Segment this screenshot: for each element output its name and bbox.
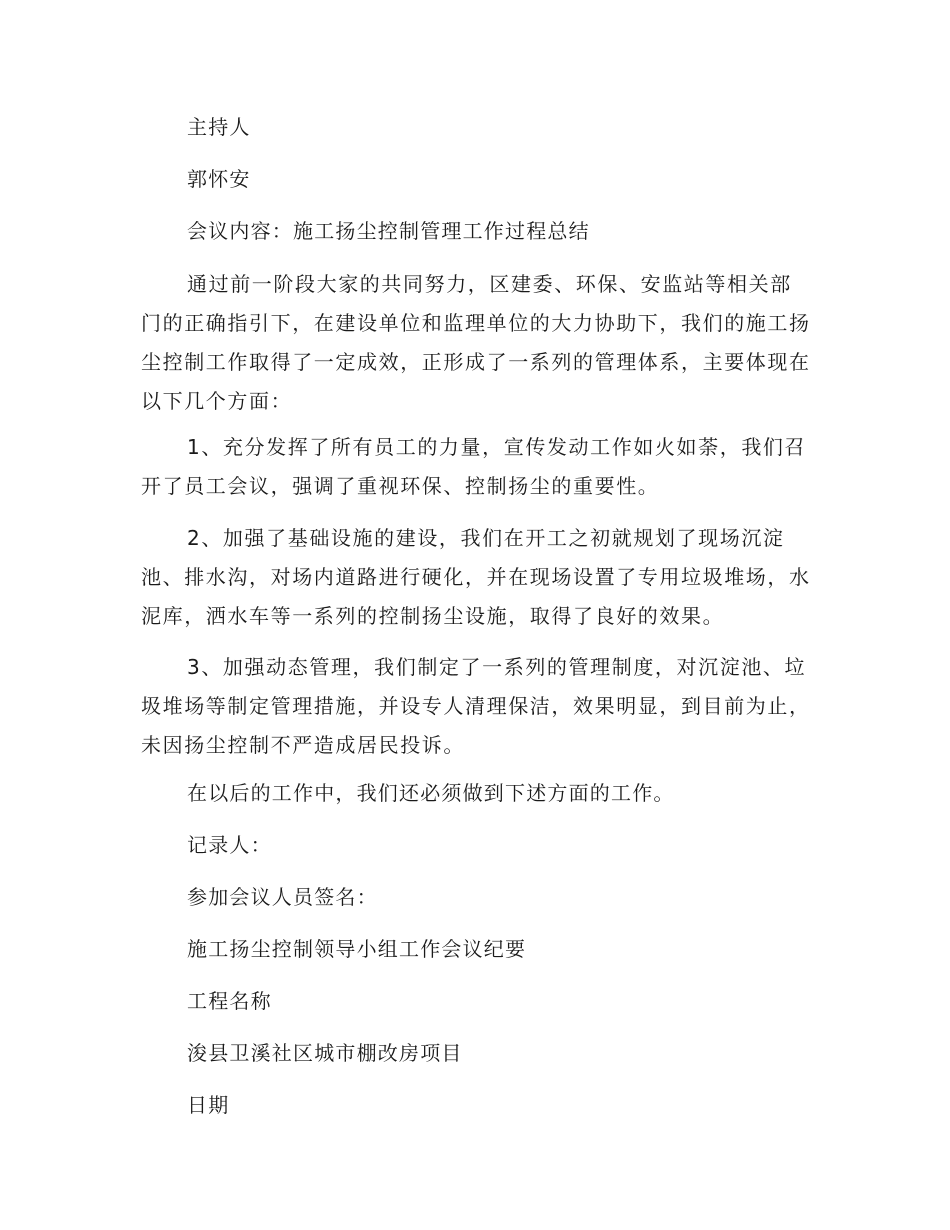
project-name: 浚县卫溪社区城市棚改房项目 xyxy=(187,1041,463,1065)
date-label: 日期 xyxy=(187,1093,230,1117)
recorder-label: 记录人： xyxy=(187,833,272,857)
point-2-paragraph: 2、加强了基础设施的建设，我们在开工之初就规划了现场沉淀池、排水沟，对场内道路进行硬化，并在现场设置了专用垃圾堆场，水泥库，洒水车等一系列的控制扬尘设施，取得了良好的效果。 xyxy=(141,526,811,628)
intro-paragraph: 通过前一阶段大家的共同努力，区建委、环保、安监站等相关部门的正确指引下，在建设单位和监理单位的大力协助下，我们的施工扬尘控制工作取得了一定成效，正形成了一系列的管理体系，主要体现在以下几个方面： xyxy=(141,272,811,413)
host-name: 郭怀安 xyxy=(187,167,251,191)
project-name-label: 工程名称 xyxy=(187,989,272,1013)
point-1-paragraph: 1、充分发挥了所有员工的力量，宣传发动工作如火如荼，我们召开了员工会议，强调了重视环保、控制扬尘的重要性。 xyxy=(141,435,807,498)
point-3-paragraph: 3、加强动态管理，我们制定了一系列的管理制度，对沉淀池、垃圾堆场等制定管理措施，并设专人清理保洁，效果明显，到目前为止，未因扬尘控制不严造成居民投诉。 xyxy=(141,655,811,757)
attendees-label: 参加会议人员签名： xyxy=(187,885,378,909)
meeting-content: 会议内容：施工扬尘控制管理工作过程总结 xyxy=(187,219,590,243)
future-work-line: 在以后的工作中，我们还必须做到下述方面的工作。 xyxy=(187,781,675,805)
host-label: 主持人 xyxy=(187,115,251,139)
minutes-title: 施工扬尘控制领导小组工作会议纪要 xyxy=(187,937,527,961)
